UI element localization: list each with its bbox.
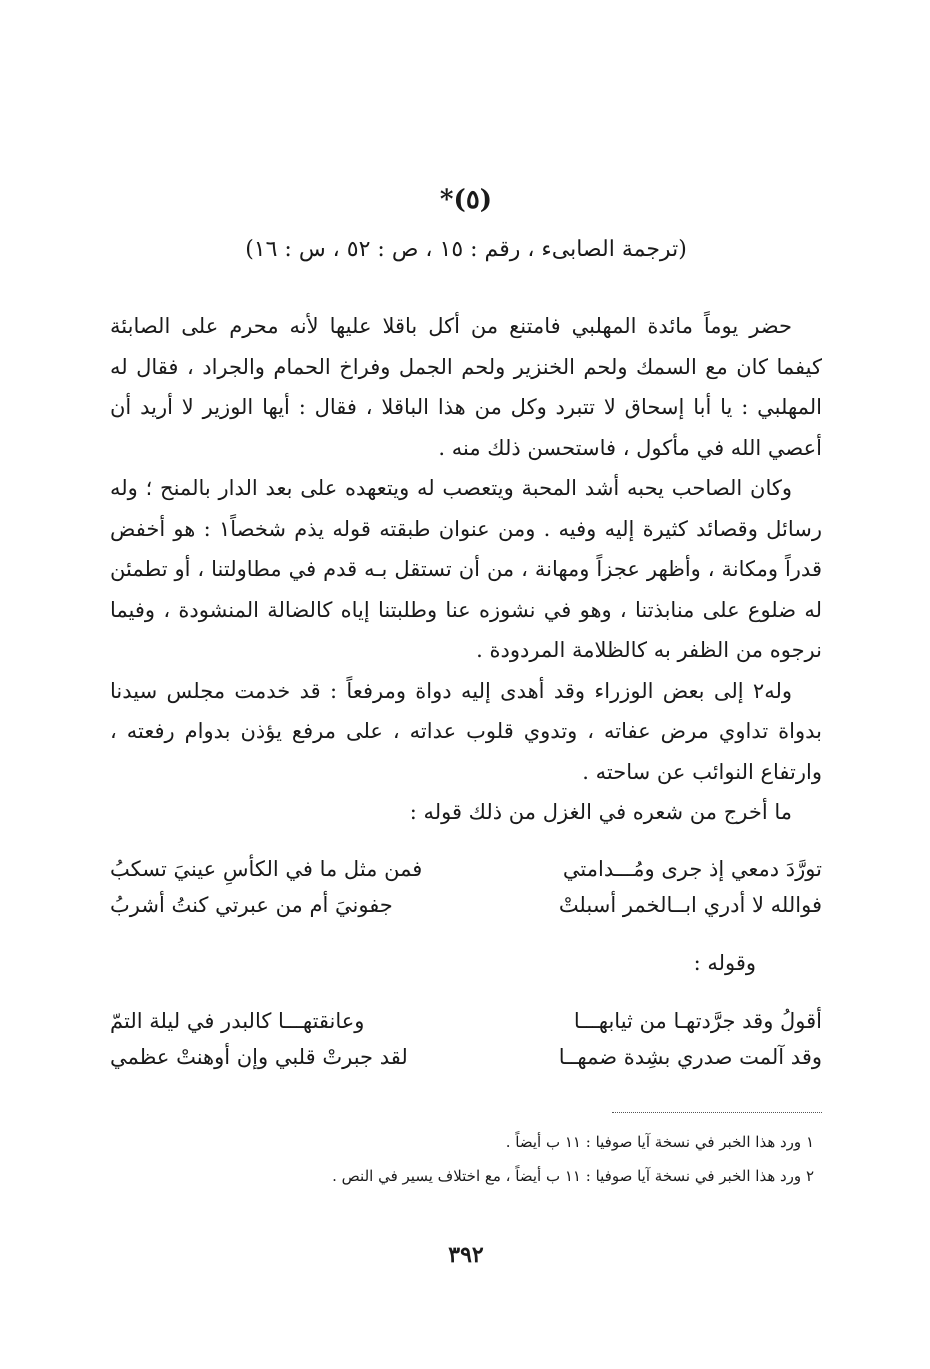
footnote: ٢ ورد هذا الخبر في نسخة آيا صوفيا : ١١ ب أيضاً ، مع اختلاف يسير في النص . (332, 1167, 814, 1185)
footnote-divider (612, 1112, 822, 1113)
document-page (110, 180, 822, 1280)
verse-first-hemistich: تورَّدَ دمعي إذ جرى ومُـــدامتي (562, 856, 822, 881)
section-heading: (٥)* (439, 185, 493, 215)
paragraph: وكان الصاحب يحبه أشد المحبة ويتعصب له ويتعهده على بعد الدار بالمنح ؛ وله رسائل وقصائد كثيرة إليه وفيه . ومن عنوان طبقته قوله يذم شخصاً١ : هو أخفض قدراً ومكانة ، وأظهر عجزاً ومهانة ، من أن تستقل بـه قدم في مطاولتنا ، أو تطمئن له ضلوع على منابذتنا ، وهو في نشوزه عنا وطلبتنا إياه كالضالة المنشودة ، وفيما نرجوه من الظفر به كالظلامة المردودة . (110, 476, 822, 662)
page-number: ٣٩٢ (448, 1242, 484, 1268)
verse-second-hemistich: جفونيَ أم من عبرتي كنتُ أشربُ (110, 892, 393, 917)
body-text (110, 306, 822, 833)
footnote: ١ ورد هذا الخبر في نسخة آيا صوفيا : ١١ ب أيضاً . (505, 1133, 814, 1151)
poem-intro: وقوله : (693, 950, 756, 975)
verse (110, 1039, 822, 1075)
verse-second-hemistich: وعانقتهـــا كالبدر في ليلة التمّ (110, 1008, 365, 1033)
verse-second-hemistich: لقد جبرتْ قلبي وإن أوهنتْ عظمي (110, 1044, 408, 1069)
poem-block (110, 851, 822, 923)
paragraph: وله٢ إلى بعض الوزراء وقد أهدى إليه دواة ومرفعاً : قد خدمت مجلس سيدنا بدواة تداوي مرض عفاته ، وتدوي قلوب عداته ، على مرفع يؤذن بدوام رفعته ، وارتفاع النوائب عن ساحته . (110, 678, 822, 784)
verse-first-hemistich: فوالله لا أدري ابــالخمر أسبلتْ (558, 892, 822, 917)
source-reference: (ترجمة الصابىء ، رقم : ١٥ ، ص : ٥٢ ، س : ١٦) (245, 237, 687, 262)
verse-second-hemistich: فمن مثل ما في الكأسِ عينيَ تسكبُ (110, 856, 423, 881)
footnotes (110, 1125, 822, 1193)
verse (110, 851, 822, 887)
verse (110, 887, 822, 923)
verse-first-hemistich: وقد آلمت صدري بشِدة ضمهــا (558, 1044, 822, 1069)
paragraph: ما أخرج من شعره في الغزل من ذلك قوله : (409, 800, 792, 824)
poem-block (110, 1003, 822, 1075)
paragraph: حضر يوماً مائدة المهلبي فامتنع من أكل باقلا عليها لأنه محرم على الصابئة كيفما كان مع السمك ولحم الخنزير ولحم الجمل وفراخ الحمام والجراد ، فقال له المهلبي : يا أبا إسحاق لا تتبرد وكل من هذا الباقلا ، فقال : أيها الوزير لا أريد أن أعصي الله في مأكول ، فاستحسن ذلك منه . (110, 314, 822, 460)
verse (110, 1003, 822, 1039)
verse-first-hemistich: أقولُ وقد جرَّدتهـا من ثيابهـــا (573, 1008, 822, 1033)
